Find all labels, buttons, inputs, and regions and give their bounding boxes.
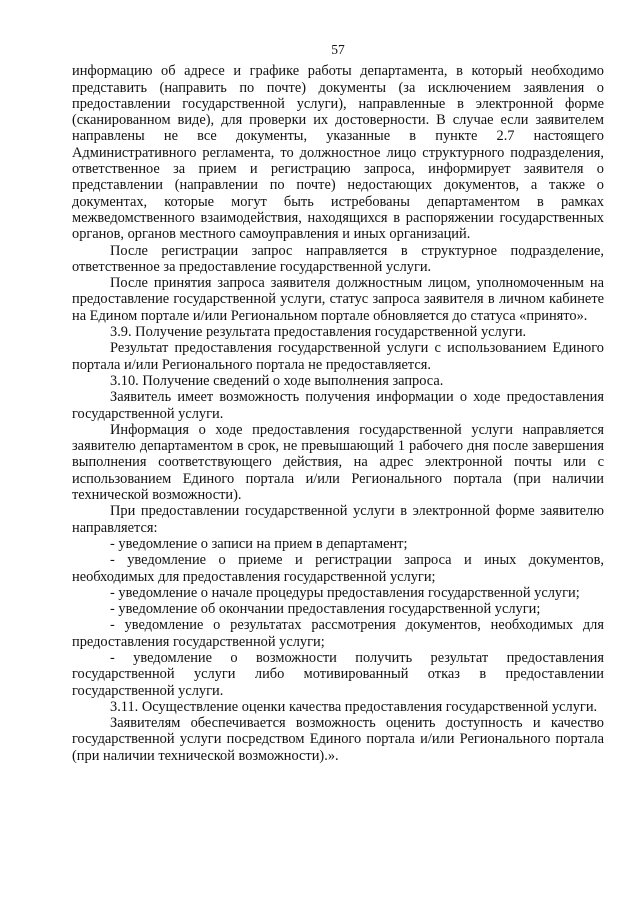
paragraph: - уведомление о начале процедуры предоставления государственной услуги; <box>110 584 580 601</box>
paragraph: После регистрации запрос направляется в структурное подразделение, ответственное за предоставление государственной услуги. <box>72 242 604 275</box>
paragraph: Заявитель имеет возможность получения информации о ходе предоставления государственной услуги. <box>72 389 604 422</box>
document-body <box>72 63 604 764</box>
paragraph: - уведомление о результатах рассмотрения документов, необходимых для предоставления государственной услуги; <box>72 617 604 650</box>
paragraph: - уведомление о приеме и регистрации запроса и иных документов, необходимых для предоставления государственной услуги; <box>72 552 604 585</box>
paragraph: Информация о ходе предоставления государственной услуги направляется заявителю департаментом в срок, не превышающий 1 рабочего дня после завершения выполнения соответствующего действия, на адрес электронной почты или с использованием Единого портала и/или Регионального портала (при наличии технической возможности). <box>72 421 604 504</box>
page-number: 57 <box>331 42 345 57</box>
paragraph: - уведомление о записи на прием в департамент; <box>110 535 408 552</box>
paragraph: После принятия запроса заявителя должностным лицом, уполномоченным на предоставление государственной услуги, статус запроса заявителя в личном кабинете на Едином портале и/или Региональном портале обновляется до статуса «принято». <box>72 275 604 324</box>
paragraph: 3.10. Получение сведений о ходе выполнения запроса. <box>110 372 444 389</box>
paragraph: - уведомление о возможности получить результат предоставления государственной услуги либо мотивированный отказ в предоставлении государственной услуги. <box>72 649 604 699</box>
paragraph: Результат предоставления государственной услуги с использованием Единого портала и/или Регионального портала не предоставляется. <box>72 340 604 373</box>
paragraph: - уведомление об окончании предоставления государственной услуги; <box>110 601 541 618</box>
paragraph: 3.9. Получение результата предоставления государственной услуги. <box>110 324 527 341</box>
paragraph: Заявителям обеспечивается возможность оценить доступность и качество государственной услуги посредством Единого портала и/или Регионального портала (при наличии технической возможности).». <box>72 715 604 764</box>
paragraph: При предоставлении государственной услуги в электронной форме заявителю направляется: <box>72 503 604 536</box>
paragraph: 3.11. Осуществление оценки качества предоставления государственной услуги. <box>110 698 598 715</box>
paragraph: информацию об адресе и графике работы департамента, в который необходимо представить (направить по почте) документы (за исключением заявления о предоставлении государственной услуги), направленные в электронной форме (сканированном виде), для проверки их достоверности. В случае если заявителем направлены не все документы, указанные в пункте 2.7 настоящего Административного регламента, то должностное лицо структурного подразделения, ответственное за прием и регистрацию запроса, информирует заявителя о представлении (направлении по почте) недостающих документов, а также о документах, которые могут быть истребованы департаментом в рамках межведомственного взаимодействия, находящихся в распоряжении государственных органов, органов местного самоуправления и иных организаций. <box>72 63 604 243</box>
